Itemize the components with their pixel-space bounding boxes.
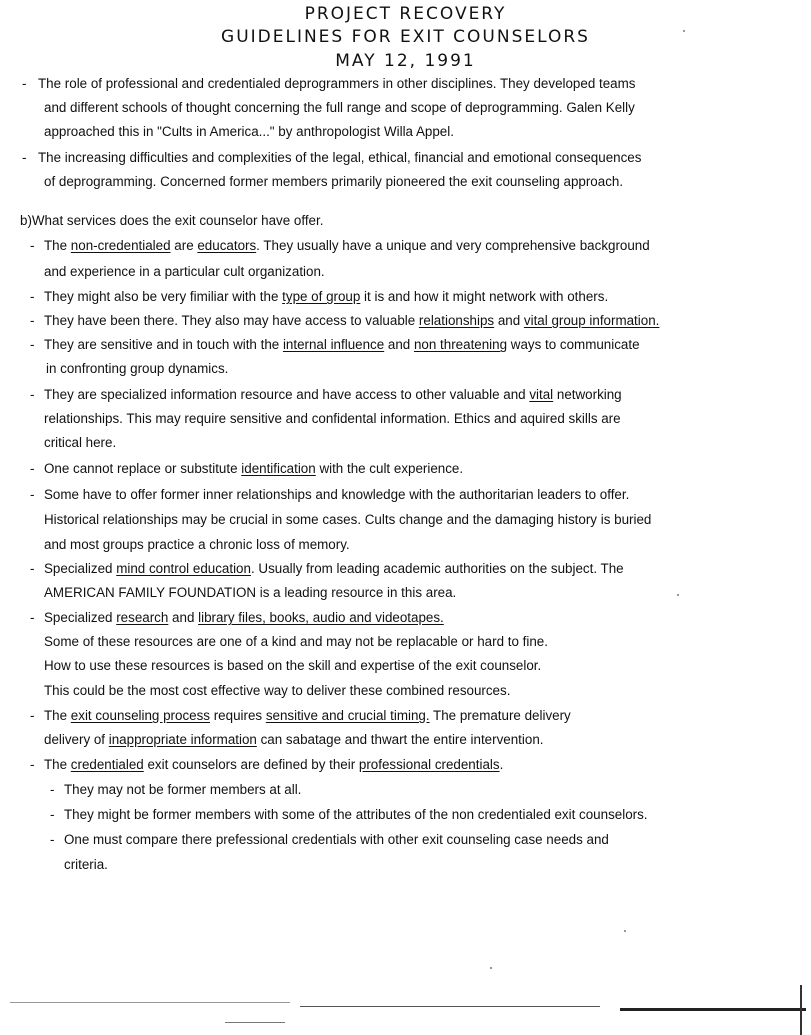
list-item-line: and most groups practice a chronic loss of memory.: [44, 537, 350, 552]
text-run: and: [168, 610, 199, 625]
text-run: They have been there. They also may have access to valuable: [44, 313, 419, 328]
list-item-line: This could be the most cost effective way to deliver these combined resources.: [44, 683, 511, 698]
bullet-dash: -: [30, 337, 35, 352]
list-item-line: [44, 708, 571, 724]
bullet-dash: -: [30, 708, 35, 723]
bullet-dash: -: [30, 238, 35, 253]
bullet-dash: -: [22, 150, 27, 165]
bullet-dash: -: [22, 76, 27, 91]
scan-speck: [624, 930, 626, 932]
paragraph-line: approached this in "Cults in America..." by anthropologist Willa Appel.: [44, 124, 454, 139]
paragraph-line: and different schools of thought concerning the full range and scope of deprogramming. Galen Kelly: [44, 100, 635, 115]
underlined-term: relationships: [418, 313, 495, 328]
underlined-term: vital group information.: [523, 313, 660, 328]
list-item-line: [44, 757, 503, 773]
list-item-line: [44, 289, 608, 305]
sub-bullet-dash: -: [50, 832, 55, 847]
text-run: . They usually have a unique and very comprehensive background: [256, 238, 650, 253]
underlined-term: credentialed: [70, 757, 144, 772]
list-item-line: [44, 238, 650, 254]
bullet-dash: -: [30, 387, 35, 402]
underlined-term: mind control education: [116, 561, 251, 576]
text-run: Specialized: [44, 610, 117, 625]
scan-edge-line: [300, 1006, 600, 1007]
scan-edge-line: [10, 1002, 290, 1003]
text-run: The premature delivery: [429, 708, 571, 723]
underlined-term: identification: [241, 461, 316, 476]
underlined-term: professional credentials: [358, 757, 500, 772]
section-heading: b)What services does the exit counselor have offer.: [20, 213, 324, 228]
sub-bullet-dash: -: [50, 807, 55, 822]
text-run: . Usually from leading academic authorities on the subject. The: [250, 561, 624, 576]
list-item-line: [44, 461, 463, 477]
list-item-line: Historical relationships may be crucial in some cases. Cults change and the damaging history is buried: [44, 512, 652, 527]
list-item-line: [44, 313, 659, 329]
text-run: The: [44, 238, 71, 253]
bullet-dash: -: [30, 610, 35, 625]
paragraph-line: of deprogramming. Concerned former members primarily pioneered the exit counseling approach.: [44, 174, 624, 189]
underlined-term: library files, books, audio and videotapes.: [198, 610, 444, 625]
list-item-line: [44, 561, 624, 577]
underlined-term: educators: [197, 238, 257, 253]
underlined-term: non threatening: [413, 337, 508, 352]
text-run: requires: [210, 708, 266, 723]
text-run: with the cult experience.: [315, 461, 464, 476]
bullet-dash: -: [30, 461, 35, 476]
text-run: and: [494, 313, 524, 328]
list-item-line: and experience in a particular cult organization.: [44, 264, 325, 279]
bullet-dash: -: [30, 757, 35, 772]
scan-speck: [677, 594, 679, 596]
bullet-dash: -: [30, 313, 35, 328]
bullet-dash: -: [30, 289, 35, 304]
document-date: MAY 12, 1991: [335, 51, 476, 71]
paragraph-line: The increasing difficulties and complexities of the legal, ethical, financial and emotional consequences: [38, 150, 642, 165]
sub-list-item-line: They might be former members with some of the attributes of the non credentialed exit counselors.: [64, 807, 648, 822]
document-title: PROJECT RECOVERY: [304, 4, 507, 24]
list-item-line: AMERICAN FAMILY FOUNDATION is a leading resource in this area.: [44, 585, 457, 600]
text-run: delivery of: [44, 732, 109, 747]
scan-edge-line: [800, 985, 802, 1035]
list-item-line: [44, 337, 640, 353]
text-run: They are specialized information resource and have access to other valuable and: [44, 387, 530, 402]
text-run: can sabatage and thwart the entire intervention.: [256, 732, 544, 747]
bullet-dash: -: [30, 561, 35, 576]
text-run: They are sensitive and in touch with the: [44, 337, 283, 352]
text-run: The: [44, 708, 71, 723]
underlined-term: vital: [529, 387, 554, 402]
scan-speck: [490, 967, 492, 969]
underlined-term: research: [116, 610, 169, 625]
sub-bullet-dash: -: [50, 782, 55, 797]
scan-speck: [683, 30, 685, 32]
text-run: it is and how it might network with others.: [360, 289, 609, 304]
text-run: are: [170, 238, 198, 253]
underlined-term: exit counseling process: [70, 708, 210, 723]
paragraph-line: The role of professional and credentialed deprogrammers in other disciplines. They developed teams: [38, 76, 636, 91]
text-run: Specialized: [44, 561, 117, 576]
text-run: One cannot replace or substitute: [44, 461, 242, 476]
list-item-line: How to use these resources is based on the skill and expertise of the exit counselor.: [44, 658, 542, 673]
text-run: and: [384, 337, 414, 352]
underlined-term: type of group: [282, 289, 361, 304]
bullet-dash: -: [30, 487, 35, 502]
list-item-line: [44, 732, 544, 748]
scan-edge-line: [620, 1008, 806, 1011]
sub-list-item-line: They may not be former members at all.: [64, 782, 302, 797]
text-run: networking: [553, 387, 622, 402]
document-subtitle: GUIDELINES FOR EXIT COUNSELORS: [221, 27, 590, 47]
underlined-term: inappropriate information: [108, 732, 257, 747]
list-item-line: Some have to offer former inner relationships and knowledge with the authoritarian leaders to offer.: [44, 487, 630, 502]
text-run: They might also be very fimiliar with the: [44, 289, 283, 304]
list-item-line: Some of these resources are one of a kind and may not be replacable or hard to fine.: [44, 634, 548, 649]
underlined-term: internal influence: [282, 337, 385, 352]
underlined-term: non-credentialed: [70, 238, 171, 253]
text-run: ways to communicate: [507, 337, 640, 352]
text-run: .: [499, 757, 504, 772]
list-item-line: [44, 387, 622, 403]
list-item-line: relationships. This may require sensitive and confidental information. Ethics and aquired skills are: [44, 411, 621, 426]
list-item-line: in confronting group dynamics.: [46, 361, 229, 376]
text-run: The: [44, 757, 71, 772]
underlined-term: sensitive and crucial timing.: [265, 708, 430, 723]
text-run: exit counselors are defined by their: [143, 757, 359, 772]
scan-edge-line: [225, 1022, 285, 1023]
list-item-line: [44, 610, 444, 626]
sub-list-item-line: One must compare there prefessional credentials with other exit counseling case needs and: [64, 832, 609, 847]
sub-list-item-line: criteria.: [64, 857, 108, 872]
list-item-line: critical here.: [44, 435, 117, 450]
